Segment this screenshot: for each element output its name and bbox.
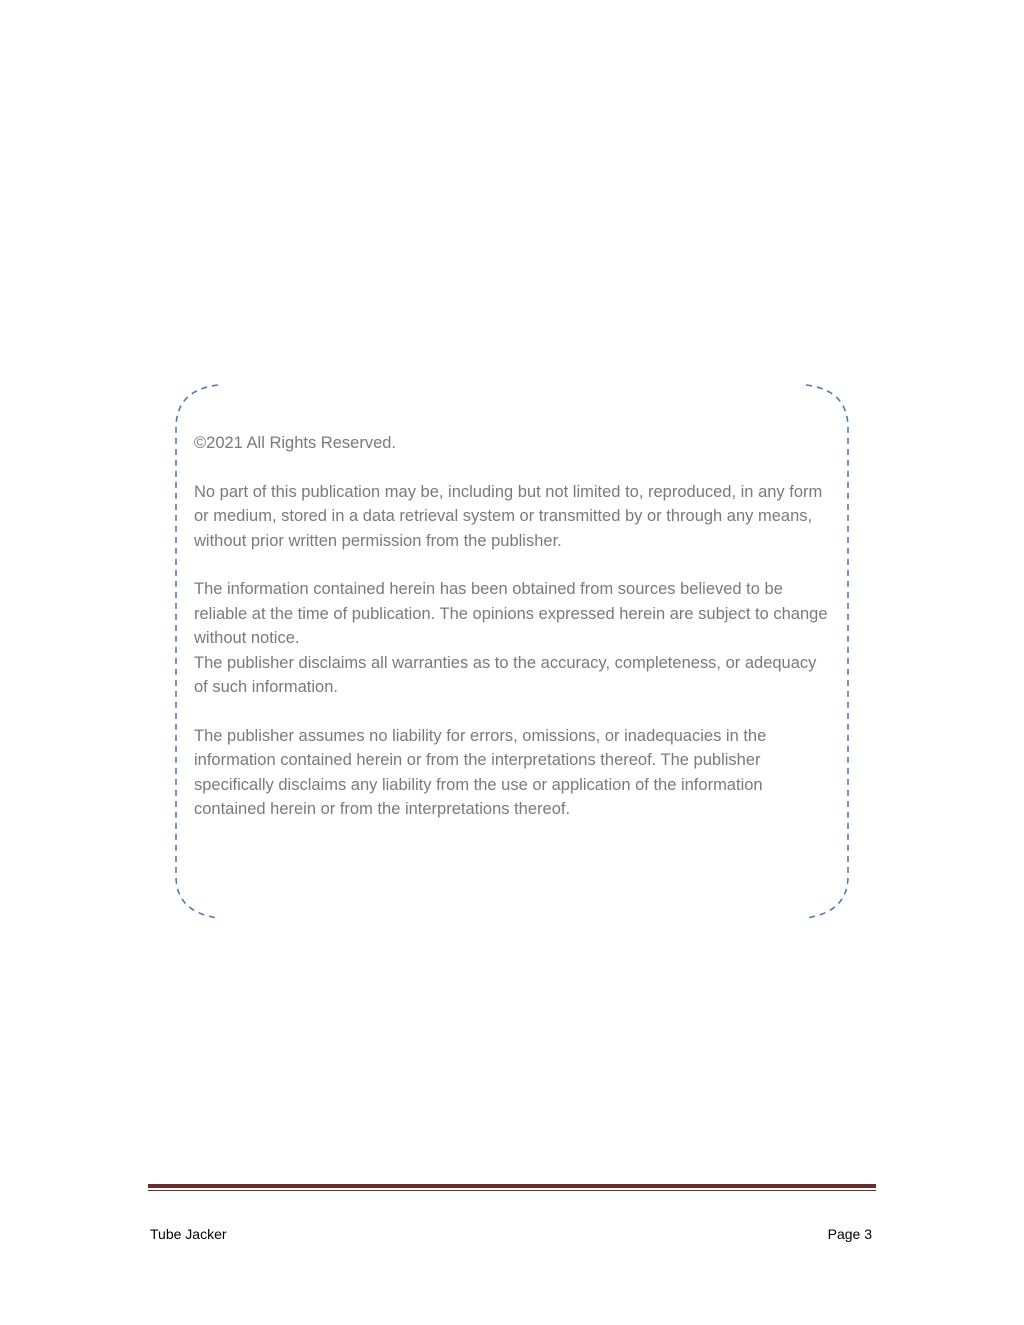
warranty-paragraph: The publisher disclaims all warranties as to the accuracy, completeness, or adequacy of such information. (194, 653, 817, 697)
page-number: Page 3 (827, 1226, 872, 1242)
copyright-notice (194, 431, 834, 846)
reliability-paragraph: The information contained herein has been obtained from sources believed to be reliable at the time of publication. The opinions expressed herein are subject to change without notice. (194, 580, 828, 648)
footer-rule-thin (148, 1190, 876, 1191)
footer-rule (148, 1184, 876, 1191)
footer-title: Tube Jacker (150, 1226, 227, 1242)
copyright-line: ©2021 All Rights Reserved. (194, 434, 397, 452)
liability-paragraph: The publisher assumes no liability for errors, omissions, or inadequacies in the information contained herein or from the interpretations thereof. The publisher specifically disclaims any liability from the use or application of the information contained herein or from the interpretations thereof. (194, 726, 767, 819)
reproduction-paragraph: No part of this publication may be, including but not limited to, reproduced, in any form or medium, stored in a data retrieval system or transmitted by or through any means, without prior written permission from the publisher. (194, 482, 823, 550)
footer-rule-thick (148, 1184, 876, 1188)
